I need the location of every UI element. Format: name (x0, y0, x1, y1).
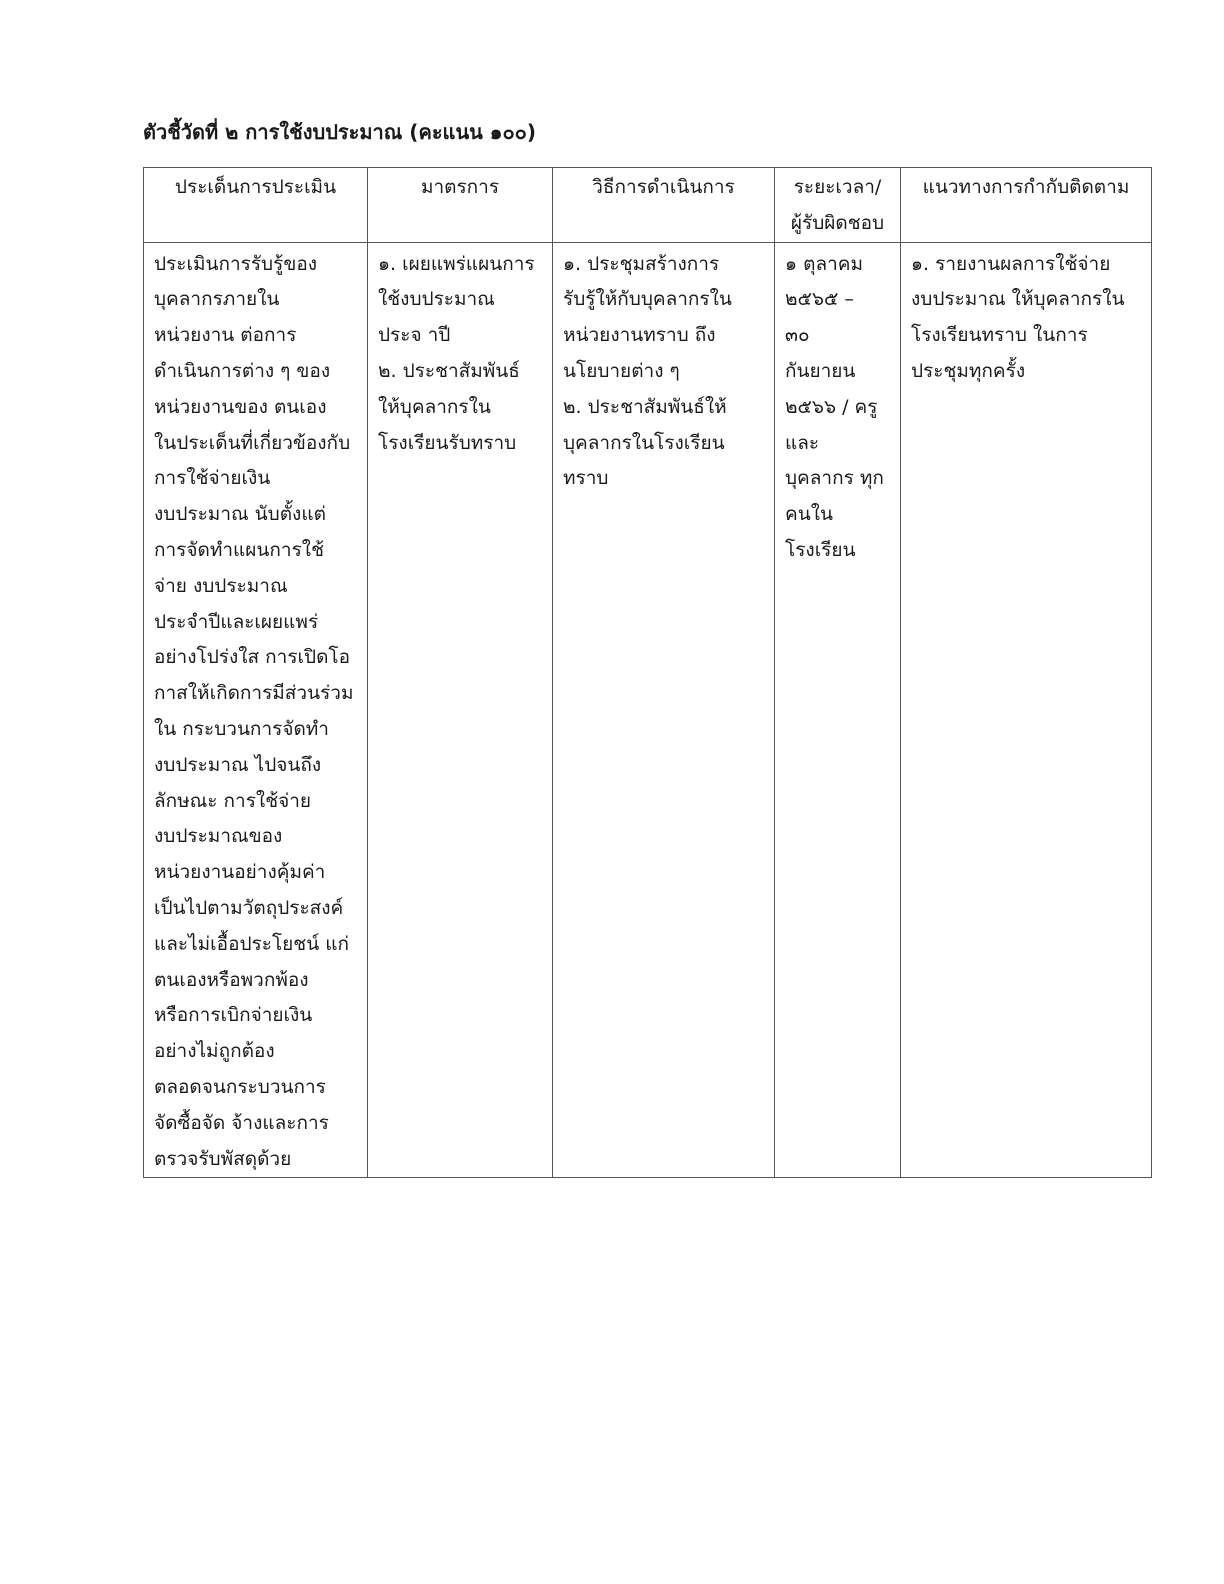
table-row (144, 242, 1152, 1178)
header-measures: มาตรการ (368, 168, 553, 243)
header-timeframe-responsible: ระยะเวลา/ ผู้รับผิดชอบ (775, 168, 901, 243)
cell-measures: ๑. เผยแพร่แผนการ ใช้งบประมาณ ประจ าปี ๒. ประชาสัมพันธ์ ให้บุคลากรใน โรงเรียนรับทราบ (368, 242, 553, 1178)
table-header-row (144, 168, 1152, 243)
cell-assessment-issue: ประเมินการรับรู้ของ บุคลากรภายใน หน่วยงาน ต่อการ ดำเนินการต่าง ๆ ของ หน่วยงานของ ตนเอง ในประเด็นที่เกี่ยวข้องกับ การใช้จ่ายเงิน งบประมาณ นับตั้งแต่ การจัดทำแผนการใช้ จ่าย งบประมาณ ประจำปีและเผยแพร่ อย่างโปร่งใส การเปิดโอ กาสให้เกิดการมีส่วนร่วม ใน กระบวนการจัดทำ งบประมาณ ไปจนถึง ลักษณะ การใช้จ่าย งบประมาณของ หน่วยงานอย่างคุ้มค่า เป็นไปตามวัตถุประสงค์ และไม่เอื้อประโยชน์ แก่ ตนเองหรือพวกพ้อง หรือการเบิกจ่ายเงิน อย่างไม่ถูกต้อง ตลอดจนกระบวนการ จัดซื้อจัด จ้างและการ ตรวจรับพัสดุด้วย (144, 242, 368, 1178)
header-assessment-issue: ประเด็นการประเมิน (144, 168, 368, 243)
cell-timeframe-responsible: ๑ ตุลาคม ๒๕๖๕ – ๓๐ กันยายน ๒๕๖๖ / ครู และ บุคลากร ทุก คนใน โรงเรียน (775, 242, 901, 1178)
header-monitoring-guideline: แนวทางการกำกับติดตาม (901, 168, 1152, 243)
header-implementation-method: วิธีการดำเนินการ (553, 168, 775, 243)
cell-implementation-method: ๑. ประชุมสร้างการ รับรู้ให้กับบุคลากรใน หน่วยงานทราบ ถึง นโยบายต่าง ๆ ๒. ประชาสัมพันธ์ให้ บุคลากรในโรงเรียน ทราบ (553, 242, 775, 1178)
page-title: ตัวชี้วัดที่ ๒ การใช้งบประมาณ (คะแนน ๑๐๐) (143, 120, 537, 144)
cell-monitoring-guideline: ๑. รายงานผลการใช้จ่าย งบประมาณ ให้บุคลากรใน โรงเรียนทราบ ในการ ประชุมทุกครั้ง (901, 242, 1152, 1178)
budget-indicator-table (143, 167, 1152, 1178)
